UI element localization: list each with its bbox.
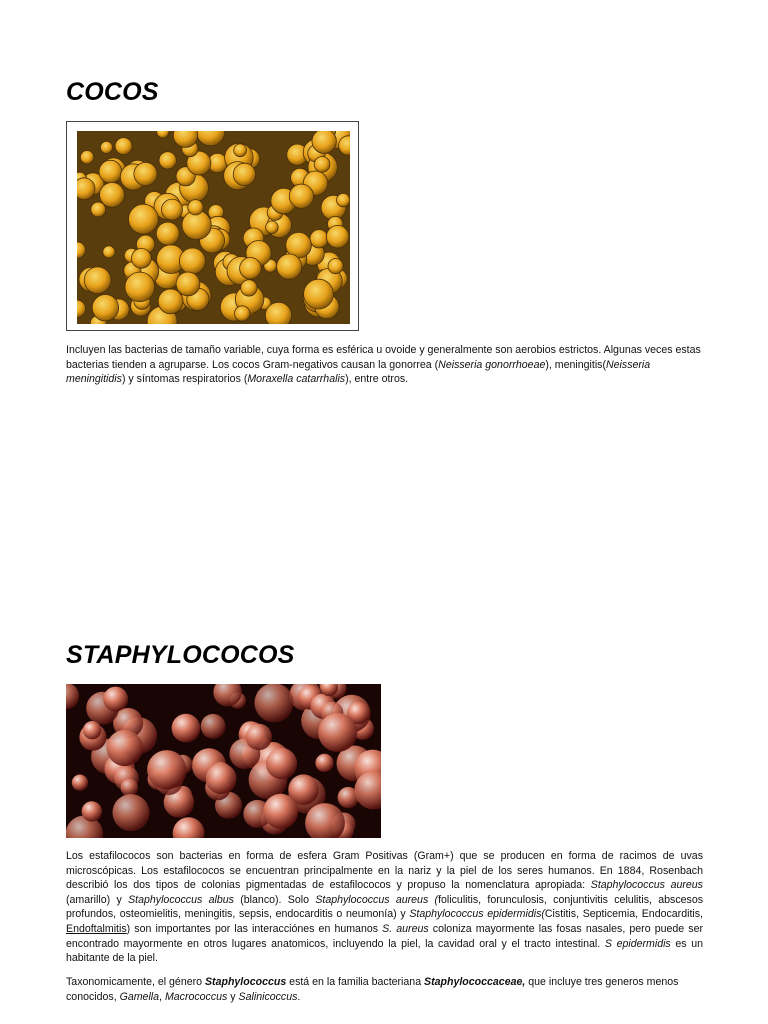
staphylococcus-micrograph-image [66, 684, 381, 838]
coccus-cell [314, 157, 330, 173]
coccus-cell [240, 258, 262, 280]
coccus-cell [277, 254, 302, 279]
coccus-cell [99, 160, 122, 183]
cocci-image-frame [66, 121, 359, 331]
staphylococcus-cell [83, 721, 101, 739]
coccus-cell [188, 200, 203, 215]
coccus-cell [162, 199, 183, 220]
staphylococcus-cell [255, 684, 294, 722]
staphylococcus-cell [82, 801, 102, 821]
coccus-cell [289, 184, 313, 208]
coccus-cell [304, 279, 334, 309]
coccus-cell [92, 295, 118, 321]
coccus-cell [156, 222, 179, 245]
coccus-cell [266, 221, 279, 234]
staphylococcus-cell [246, 724, 272, 750]
section-title-cocos: COCOS [66, 78, 159, 106]
coccus-cell [132, 248, 152, 268]
staphylococcus-cell [206, 763, 237, 794]
staphylococcus-cell [172, 714, 201, 743]
staphylococcus-cell [263, 794, 298, 829]
staphylococos-description: Los estafilococos son bacterias en forma de esfera Gram Positivas (Gram+) que se producen en forma de racimos de uvas microscópicas. Los estafilococos se encuentran principalmente en la nariz y la piel de los seres humanos. En 1884, Rosenbach describió los dos tipos de colonias pigmentadas de estafilococos y propuso la nomenclatura apropiada: Staphylococcus aureus (amarillo) y Staphylococcus albus (blanco). Solo Staphylococcus aureus (foliculitis, forunculosis, conjuntivitis celulitis, abscesos profundos, osteomielitis, meningitis, sepsis, endocarditis o neumonía) y Staphylococcus epidermidis(Cistitis, Septicemia, Endocarditis, Endoftalmitis) son importantes por las interacciónes en humanos S. aureus coloniza mayormente las fosas nasales, pero puede ser encontrado mayormente en otros lugares anatomicos, incluyendo la piel, la cavidad oral y el tracto intestinal. S epidermidis es un habitante de la piel. [66, 850, 704, 965]
coccus-cell [337, 193, 350, 206]
section-title-staphylococos: STAPHYLOCOCOS [66, 641, 295, 669]
staphylococcus-cell [318, 713, 357, 752]
coccus-cell [234, 144, 247, 157]
coccus-cell [310, 230, 328, 248]
staphylococcus-cell [201, 714, 226, 739]
coccus-cell [103, 246, 115, 258]
cocos-description: Incluyen las bacterias de tamaño variable, cuya forma es esférica u ovoide y generalmente son aerobios estrictos. Algunas veces estas bacterias tienden a agruparse. Los cocos Gram-negativos causan la gonorrea (Neisseria gonorrhoeae), meningitis(Neisseria meningitidis) y síntomas respiratorios (Moraxella catarrhalis), entre otros. [66, 344, 701, 386]
staphylococcus-taxonomy: Taxonomicamente, el género Staphylococcus está en la familia bacteriana Staphylococcaceae, que incluye tres generos menos conocidos, Gamella, Macrococcus y Salinicoccus. [66, 976, 679, 1003]
staphylococcus-cell [72, 775, 88, 791]
coccus-cell [77, 178, 95, 200]
staphylococcus-cell [121, 779, 139, 797]
coccus-cell [265, 302, 291, 324]
staphylococcus-cell [103, 687, 128, 712]
coccus-cell [312, 131, 336, 153]
coccus-cell [235, 306, 250, 321]
coccus-cell [176, 272, 200, 296]
staphylococcus-cell [113, 794, 150, 831]
coccus-cell [125, 272, 155, 302]
staphylococcus-cell [107, 730, 143, 766]
coccus-cell [100, 183, 125, 208]
coccus-cell [80, 151, 93, 164]
coccus-cell [179, 248, 205, 274]
coccus-cell [158, 289, 183, 314]
coccus-cell [159, 152, 176, 169]
cocci-micrograph-image [77, 131, 350, 324]
coccus-cell [241, 280, 257, 296]
coccus-cell [129, 204, 159, 234]
coccus-cell [326, 225, 349, 248]
staphylococcus-cell [266, 748, 297, 779]
coccus-cell [115, 138, 132, 155]
staphylococcus-cell [147, 750, 186, 789]
coccus-cell [134, 162, 157, 185]
coccus-cell [328, 259, 343, 274]
coccus-cell [233, 163, 255, 185]
staphylococcus-cell [315, 754, 333, 772]
coccus-cell [100, 141, 112, 153]
coccus-cell [84, 267, 111, 294]
